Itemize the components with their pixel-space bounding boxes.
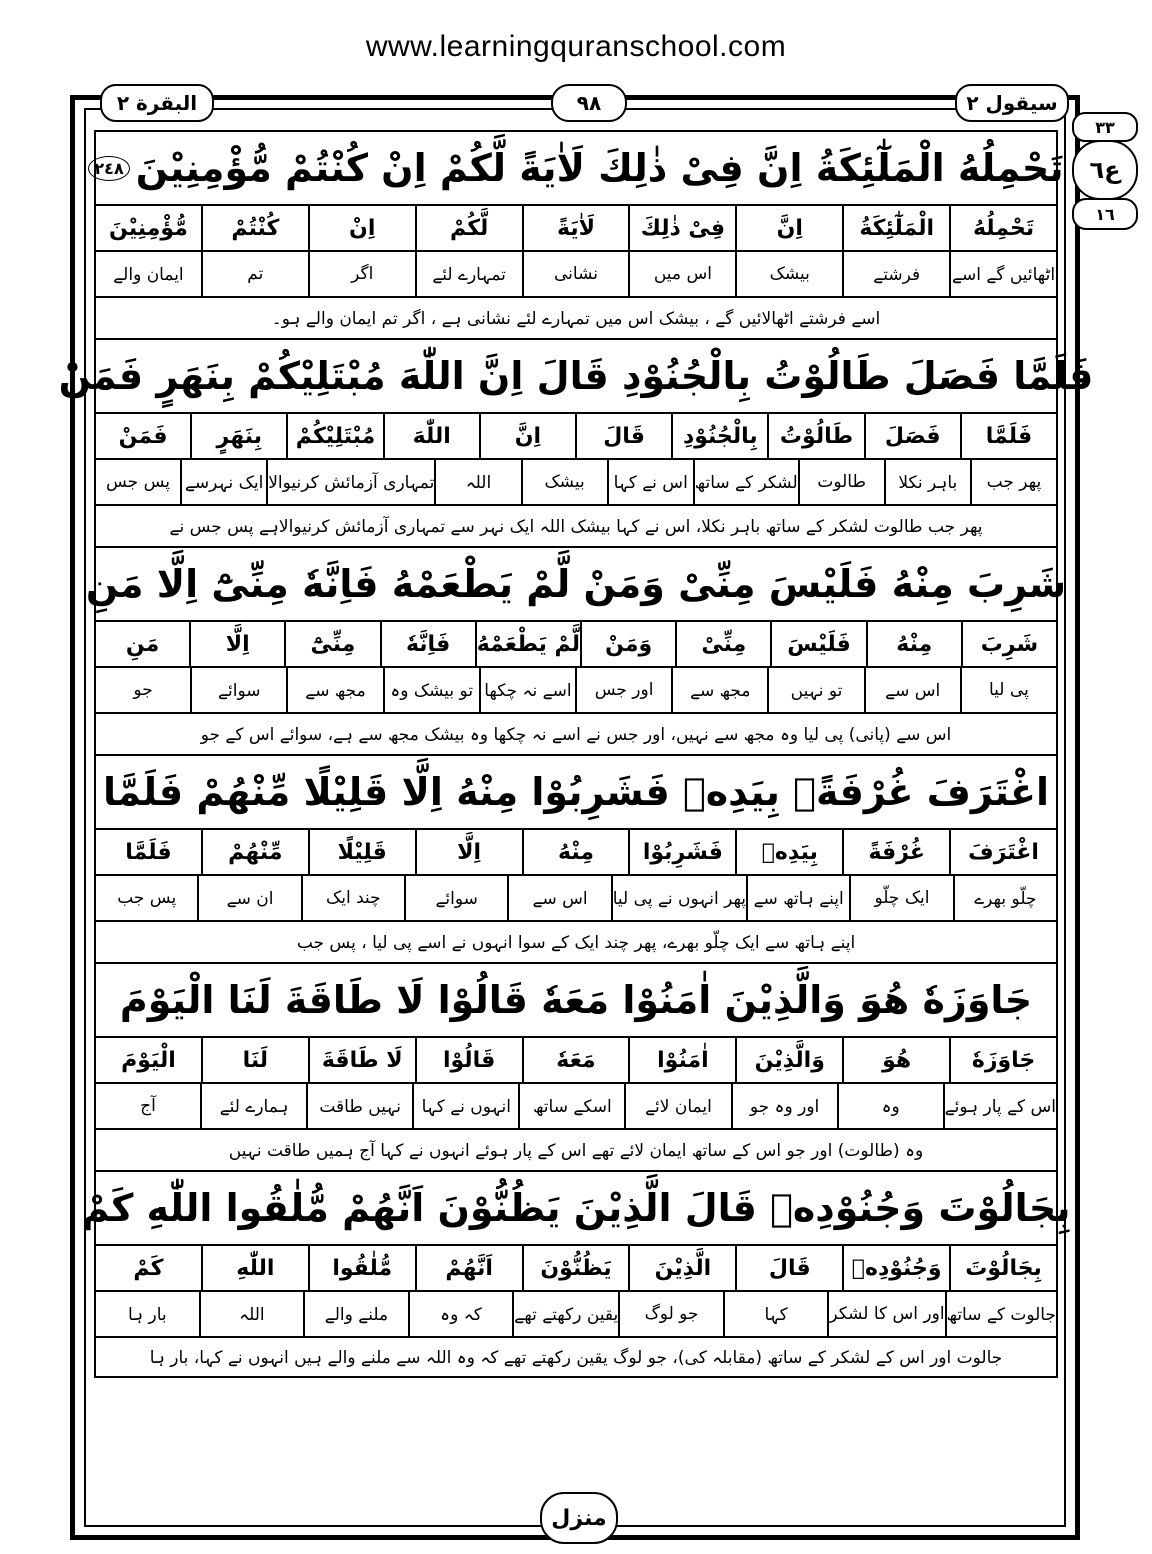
side-marker-top: ٣٣ xyxy=(1072,112,1138,142)
urdu-translation: پھر جب طالوت لشکر کے ساتھ باہر نکلا، اس نے کہا بیشک اللہ ایک نہر سے تمہاری آزمائش کرنیوالاہے پس جس نے xyxy=(94,504,1058,546)
word-cell: مِنِّیْٓ xyxy=(284,622,379,666)
meaning-cell: پھر جب xyxy=(970,460,1056,504)
word-cell: كَمْ xyxy=(133,1255,164,1281)
verse-content xyxy=(58,130,1094,1378)
meaning-cell: باہر نکلا xyxy=(884,460,970,504)
word-cell: وَالَّذِیْنَ xyxy=(735,1038,842,1082)
urdu-translation: اسے فرشتے اٹھالائیں گے ، بیشک اس میں تمہارے لئے نشانی ہے ، اگر تم ایمان والے ہو۔ xyxy=(94,296,1058,338)
word-cell: طَالُوْتُ xyxy=(767,414,863,458)
ruku-marker: ع٦ xyxy=(1072,140,1138,200)
meaning-cell: ملنے والے xyxy=(303,1292,408,1336)
meaning-cell: ان سے xyxy=(197,876,300,920)
meaning-cell: یقین رکھتے تھے xyxy=(512,1292,618,1336)
word-cell: شَرِبَ xyxy=(961,622,1056,666)
meaning-cell: پھر انہوں نے پی لیا xyxy=(611,876,746,920)
word-cell: مِنْهُ xyxy=(866,622,961,666)
word-cell: قَالَ xyxy=(735,1246,842,1290)
word-cell: یَظُنُّوْنَ xyxy=(522,1246,629,1290)
word-cell: بِجَالُوْتَ xyxy=(949,1246,1056,1290)
meaning-cell: جالوت کے ساتھ xyxy=(945,1292,1056,1336)
word-cell: فَمَنْ xyxy=(118,423,168,449)
surah-name-cartouche: البقرة ٢ xyxy=(100,84,214,122)
meaning-cell: ایمان والے xyxy=(113,264,184,285)
urdu-translation: اپنے ہاتھ سے ایک چلّو بھرے، پھر چند ایک کے سوا انہوں نے اسے پی لیا ، پس جب xyxy=(94,920,1058,962)
word-cell: هُوَ xyxy=(842,1038,949,1082)
word-cell: فَشَرِبُوْا xyxy=(628,830,735,874)
verse-block xyxy=(94,962,1058,1170)
word-cell: الَّذِیْنَ xyxy=(628,1246,735,1290)
meaning-cell: ہمارے لئے xyxy=(200,1084,306,1128)
meaning-cell: فرشتے xyxy=(842,252,949,296)
word-cell: اِلَّا xyxy=(415,830,522,874)
word-cell: غُرْفَةً xyxy=(842,830,949,874)
meaning-cell: اللہ xyxy=(199,1292,304,1336)
word-row xyxy=(94,620,1058,666)
meaning-row xyxy=(94,874,1058,920)
word-cell: مَعَهٗ xyxy=(522,1038,629,1082)
word-cell: اِنْ xyxy=(308,206,415,250)
word-cell: كُنْتُمْ xyxy=(201,206,308,250)
word-cell: اَنَّهُمْ xyxy=(415,1246,522,1290)
word-cell: لَّمْ یَطْعَمْهُ xyxy=(475,622,580,666)
meaning-cell: طالوت xyxy=(798,460,884,504)
meaning-cell: تم xyxy=(201,252,308,296)
word-cell: لَنَا xyxy=(201,1038,308,1082)
word-cell: مِنِّیْ xyxy=(675,622,770,666)
side-marker-bottom: ١٦ xyxy=(1072,198,1138,230)
word-cell: قَلِیْلًا xyxy=(308,830,415,874)
word-cell: قَالَ xyxy=(575,414,671,458)
word-cell: مُبْتَلِیْكُمْ xyxy=(286,414,382,458)
word-row xyxy=(94,828,1058,874)
urdu-translation: جالوت اور اس کے لشکر کے ساتھ (مقابلہ کی)، جو لوگ یقین رکھتے تھے کہ وہ اللہ سے ملنے والے ہیں انہوں نے کہا، بار ہا xyxy=(94,1336,1058,1378)
arabic-verse-line xyxy=(94,962,1058,1036)
word-cell: بِالْجُنُوْدِ xyxy=(671,414,767,458)
arabic-text: شَرِبَ مِنْهُ فَلَیْسَ مِنِّیْ وَمَنْ لَّمْ یَطْعَمْهُ فَاِنَّهٗ مِنِّیْٓ اِلَّا مَنِ xyxy=(85,562,1067,606)
arabic-verse-line xyxy=(81,1170,1071,1244)
meaning-cell: اس سے xyxy=(507,876,610,920)
verse-block xyxy=(94,754,1058,962)
page-number: ٩٨ xyxy=(551,84,627,122)
word-cell: بِنَهَرٍ xyxy=(190,414,286,458)
word-cell: اِنَّ xyxy=(479,414,575,458)
meaning-cell: نشانی xyxy=(522,252,629,296)
urdu-translation: وہ (طالوت) اور جو اس کے ساتھ ایمان لائے تھے اس کے پار ہوئے انہوں نے کہا آج ہمیں طاقت نہیں xyxy=(94,1128,1058,1170)
arabic-text: جَاوَزَهٗ هُوَ وَالَّذِیْنَ اٰمَنُوْا مَعَهٗ قَالُوْا لَا طَاقَةَ لَنَا الْیَوْمَ xyxy=(119,978,1033,1022)
meaning-cell: سوائے xyxy=(404,876,507,920)
meaning-cell: نہیں طاقت xyxy=(306,1084,412,1128)
word-cell: بِیَدِهٖ xyxy=(735,830,842,874)
meaning-cell: تو بیشک وہ xyxy=(383,668,479,712)
word-cell: اٰمَنُوْا xyxy=(628,1038,735,1082)
word-cell: فَاِنَّهٗ xyxy=(380,622,475,666)
word-cell: اللّٰهَ xyxy=(383,414,479,458)
meaning-cell: بار ہا xyxy=(127,1304,167,1325)
meaning-cell: اس سے xyxy=(864,668,960,712)
meaning-row xyxy=(94,1082,1058,1128)
meaning-cell: اس نے کہا xyxy=(607,460,693,504)
meaning-cell: پس جب xyxy=(117,888,177,908)
meaning-cell: جو xyxy=(133,680,153,700)
meaning-cell: پی لیا xyxy=(960,668,1056,712)
meaning-row xyxy=(94,458,1058,504)
meaning-cell: لشکر کے ساتھ xyxy=(693,460,798,504)
arabic-text: بِجَالُوْتَ وَجُنُوْدِهٖ قَالَ الَّذِیْنَ یَظُنُّوْنَ اَنَّهُمْ مُّلٰقُوا اللّٰهِ كَمْ xyxy=(81,1186,1071,1230)
meaning-cell: پس جس xyxy=(106,472,170,492)
meaning-cell: سوائے xyxy=(190,668,286,712)
manzil-marker: منزل xyxy=(540,1492,618,1544)
arabic-verse-line xyxy=(94,130,1064,204)
word-cell: فِیْ ذٰلِكَ xyxy=(628,206,735,250)
meaning-cell: اسکے ساتھ xyxy=(518,1084,624,1128)
verse-block xyxy=(58,338,1094,546)
meaning-cell: اور وہ جو xyxy=(731,1084,837,1128)
meaning-row xyxy=(94,666,1058,712)
urdu-translation: اس سے (پانی) پی لیا وہ مجھ سے نہیں، اور جس نے اسے نہ چکھا وہ بیشک مجھ سے ہے، سوائے اس کے جو xyxy=(94,712,1058,754)
word-row xyxy=(94,1244,1058,1290)
ayah-number: ٢٤٨ xyxy=(88,156,129,181)
meaning-cell: انہوں نے کہا xyxy=(412,1084,518,1128)
word-cell: تَحْمِلُهُ xyxy=(949,206,1056,250)
meaning-cell: مجھ سے xyxy=(671,668,767,712)
word-cell: لَا طَاقَةَ xyxy=(308,1038,415,1082)
arabic-verse-line xyxy=(94,754,1058,828)
meaning-cell: ایک نہرسے xyxy=(180,460,266,504)
meaning-cell: جو لوگ xyxy=(618,1292,723,1336)
meaning-cell: بیشک xyxy=(735,252,842,296)
meaning-cell: اور جس xyxy=(575,668,671,712)
word-cell: الْیَوْمَ xyxy=(121,1047,176,1073)
meaning-cell: اپنے ہاتھ سے xyxy=(746,876,849,920)
word-cell: قَالُوْا xyxy=(415,1038,522,1082)
word-cell: اِلَّا xyxy=(189,622,284,666)
site-url: www.learningquranschool.com xyxy=(365,30,787,63)
meaning-cell: تمہاری آزمائش کرنیوالا xyxy=(266,460,434,504)
word-cell: مَنِ xyxy=(125,631,160,657)
word-row xyxy=(94,1036,1058,1082)
meaning-cell: اگر xyxy=(308,252,415,296)
meaning-cell: ایمان لائے xyxy=(624,1084,730,1128)
meaning-cell: تمہارے لئے xyxy=(415,252,522,296)
arabic-verse-line xyxy=(85,546,1067,620)
word-cell: اِنَّ xyxy=(735,206,842,250)
word-cell: وَجُنُوْدِهٖ xyxy=(842,1246,949,1290)
word-row xyxy=(94,412,1058,458)
meaning-cell: اور اس کا لشکر xyxy=(827,1292,944,1336)
word-cell: جَاوَزَهٗ xyxy=(949,1038,1056,1082)
word-cell: فَلَمَّا xyxy=(125,839,172,865)
word-cell: لَاٰیَةً xyxy=(522,206,629,250)
meaning-row xyxy=(94,250,1058,296)
word-cell: مِّنْهُمْ xyxy=(201,830,308,874)
word-cell: مِنْهُ xyxy=(522,830,629,874)
word-cell: وَمَنْ xyxy=(580,622,675,666)
meaning-cell: آج xyxy=(140,1096,156,1116)
word-cell: الْمَلٰٓئِكَةُ xyxy=(842,206,949,250)
arabic-text: اغْتَرَفَ غُرْفَةًۢ بِیَدِهٖ فَشَرِبُوْا مِنْهُ اِلَّا قَلِیْلًا مِّنْهُمْ فَلَمَّا xyxy=(103,770,1049,814)
meaning-cell: اس کے پار ہوئے xyxy=(943,1084,1056,1128)
word-cell: اللّٰهِ xyxy=(201,1246,308,1290)
arabic-text: تَحْمِلُهُ الْمَلٰٓئِكَةُ اِنَّ فِیْ ذٰلِكَ لَاٰیَةً لَّكُمْ اِنْ كُنْتُمْ مُّؤْمِنِیْنَ xyxy=(135,146,1064,190)
word-cell: اغْتَرَفَ xyxy=(949,830,1056,874)
meaning-cell: وہ xyxy=(837,1084,943,1128)
verse-block xyxy=(94,130,1064,338)
meaning-cell: بیشک xyxy=(521,460,607,504)
arabic-text: فَلَمَّا فَصَلَ طَالُوْتُ بِالْجُنُوْدِ قَالَ اِنَّ اللّٰهَ مُبْتَلِیْكُمْ بِنَهَرٍ فَمَنْ xyxy=(58,354,1094,398)
meaning-cell: چند ایک xyxy=(301,876,404,920)
meaning-cell: اٹھائیں گے اسے xyxy=(949,252,1056,296)
word-row xyxy=(94,204,1058,250)
meaning-cell: ایک چلّو xyxy=(849,876,952,920)
meaning-cell: اللہ xyxy=(434,460,520,504)
word-cell: فَلَمَّا xyxy=(960,414,1056,458)
meaning-cell: چلّو بھرے xyxy=(953,876,1056,920)
word-cell: فَلَیْسَ xyxy=(770,622,865,666)
para-name-cartouche: سیقول ٢ xyxy=(955,84,1069,122)
word-cell: مُّؤْمِنِیْنَ xyxy=(109,215,188,241)
arabic-verse-line xyxy=(58,338,1094,412)
word-cell: فَصَلَ xyxy=(864,414,960,458)
word-cell: مُّلٰقُوا xyxy=(308,1246,415,1290)
meaning-cell: مجھ سے xyxy=(286,668,382,712)
meaning-cell: اس میں xyxy=(628,252,735,296)
verse-block xyxy=(81,1170,1071,1378)
verse-block xyxy=(85,546,1067,754)
word-cell: لَّكُمْ xyxy=(415,206,522,250)
meaning-cell: اسے نہ چکھا xyxy=(479,668,575,712)
meaning-cell: کہا xyxy=(723,1292,828,1336)
meaning-cell: کہ وہ xyxy=(408,1292,513,1336)
meaning-cell: تو نہیں xyxy=(767,668,863,712)
meaning-row xyxy=(94,1290,1058,1336)
